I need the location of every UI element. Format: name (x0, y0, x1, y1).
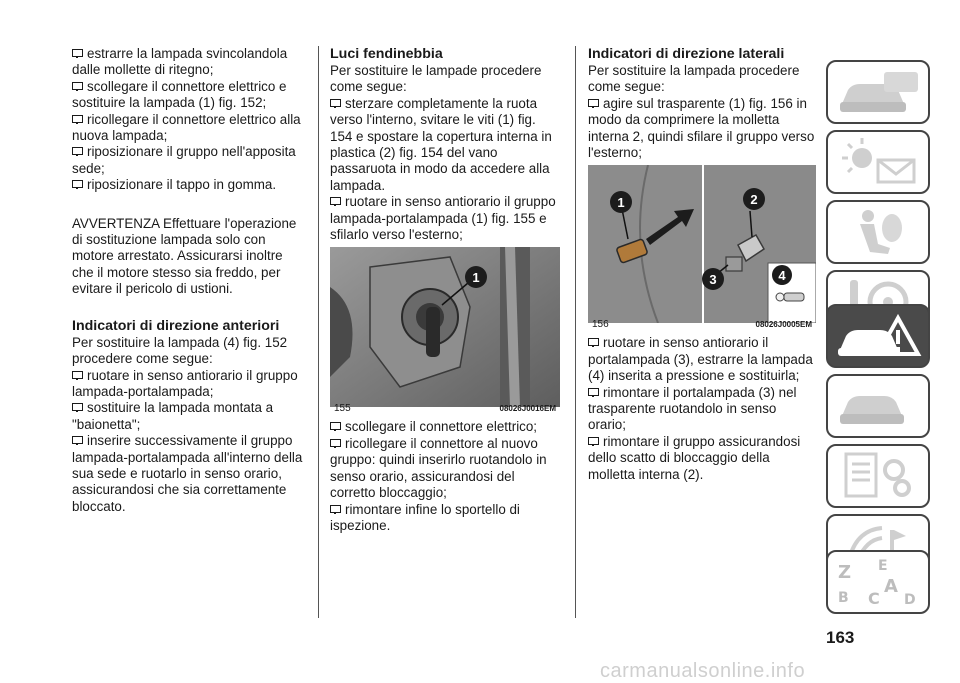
car-dashboard-icon (828, 62, 928, 122)
bullet-item: sterzare completamente la ruota verso l'interno, svitare le viti (1) fig. 154 e spostare la copertura interna in plastica (2) fig. 154 del vano passaruota in modo da accedere alla lampada. (330, 95, 552, 193)
bullet-item: riposizionare il tappo in gomma. (72, 177, 304, 193)
svg-text:D: D (904, 592, 916, 608)
footer-watermark: carmanualsonline.info (600, 660, 806, 682)
bullet-box-icon (72, 436, 83, 444)
bullet-box-icon (330, 439, 341, 447)
figure-code: 08026J0016EM (499, 404, 556, 414)
callout-3-label: 3 (709, 272, 717, 288)
bullet-box-icon (330, 99, 341, 107)
bullet-item: inserire successivamente il gruppo lampada-portalampada all'interno della sua sede e ruotarlo in senso orario, assicurandosi che sia correttamente bloccato. (72, 433, 303, 514)
chapter-tab-maintenance[interactable] (826, 374, 930, 438)
chapter-tab-emergency[interactable] (826, 304, 930, 368)
section-intro: Per sostituire la lampada procedere come segue: (588, 63, 800, 95)
bullet-item: sostituire la lampada montata a "baionetta"; (72, 400, 274, 432)
figure-number: 156 (592, 319, 609, 331)
column-divider (318, 46, 319, 618)
svg-text:A: A (884, 576, 898, 597)
bullet-box-icon (330, 197, 341, 205)
section-title: Luci fendinebbia (330, 46, 443, 62)
car-warning-icon (828, 306, 928, 366)
page-number: 163 (826, 628, 855, 647)
alphabet-index-icon (828, 552, 928, 612)
figure-156 (588, 165, 816, 333)
bullet-item: ruotare in senso antiorario il portalampada (3), estrarre la lampada (4) inserita a pressione e sostituirla; (588, 335, 813, 384)
bullet-item: estrarre la lampada svincolandola dalle mollette di ritegno; (72, 46, 288, 78)
bullet-item: ricollegare il connettore elettrico alla nuova lampada; (72, 111, 301, 144)
bullet-box-icon (72, 82, 83, 90)
column-2 (330, 46, 560, 534)
bullet-item: ricollegare il connettore al nuovo gruppo: quindi inserirlo ruotandolo in senso orario, assicurandosi del corretto bloccaggio; (330, 435, 547, 501)
lights-envelope-icon (828, 132, 928, 192)
bullet-box-icon (588, 338, 599, 346)
chapter-tab-safety[interactable] (826, 200, 930, 264)
figure-155 (330, 247, 560, 417)
bullet-box-icon (72, 371, 83, 379)
chapter-tab-specs[interactable] (826, 444, 930, 508)
section-intro: Per sostituire la lampada (4) fig. 152 procedere come segue: (72, 334, 288, 367)
bullet-item: ruotare in senso antiorario il gruppo lampada-portalampada (1) fig. 155 e sfilarlo verso l'esterno; (330, 194, 556, 243)
car-maintenance-icon (828, 376, 928, 436)
chapter-tab-index[interactable] (826, 550, 930, 614)
chapter-tab-lights[interactable] (826, 130, 930, 194)
side-indicator-illustration (588, 165, 816, 323)
seat-airbag-icon (828, 202, 928, 262)
svg-text:E: E (878, 558, 888, 574)
svg-text:B: B (838, 590, 849, 606)
callout-1-label: 1 (472, 270, 480, 286)
bullet-item: scollegare il connettore elettrico e sostituire la lampada (1) fig. 152; (72, 78, 287, 111)
bullet-item: agire sul trasparente (1) fig. 156 in modo da comprimere la molletta interna 2, quindi sfilare il gruppo verso l'esterno; (588, 95, 815, 161)
warning-paragraph: AVVERTENZA Effettuare l'operazione di sostituzione lampada solo con motore arrestato. Assicurarsi inoltre che il motore stesso sia freddo, per evitare il pericolo di ustioni. (72, 215, 297, 297)
bullet-box-icon (72, 180, 83, 188)
column-1 (72, 46, 304, 515)
chapter-tab-dashboard[interactable] (826, 60, 930, 124)
bullet-item: riposizionare il gruppo nell'apposita sede; (72, 144, 296, 176)
bullet-box-icon (588, 388, 599, 396)
bullet-box-icon (72, 147, 83, 155)
svg-text:Z: Z (838, 562, 852, 583)
fog-lamp-illustration (330, 247, 560, 407)
bullet-item: rimontare il portalampada (3) nel trasparente ruotandolo in senso orario; (588, 384, 797, 433)
bullet-box-icon (588, 99, 599, 107)
bullet-item: rimontare infine lo sportello di ispezione. (330, 501, 520, 533)
bullet-box-icon (588, 437, 599, 445)
bullet-box-icon (330, 422, 341, 430)
bullet-box-icon (72, 403, 83, 411)
figure-number: 155 (334, 403, 351, 415)
svg-text:C: C (868, 589, 880, 608)
section-title: Indicatori di direzione anteriori (72, 317, 280, 334)
column-3 (588, 46, 816, 483)
bullet-item: scollegare il connettore elettrico; (330, 419, 560, 435)
bullet-box-icon (72, 115, 83, 123)
bullet-box-icon (72, 49, 83, 57)
section-title: Indicatori di direzione laterali (588, 46, 785, 62)
section-intro: Per sostituire le lampade procedere come segue: (330, 63, 542, 95)
bullet-box-icon (330, 505, 341, 513)
callout-4-label: 4 (778, 268, 786, 284)
callout-2-label: 2 (750, 192, 758, 208)
bullet-item: ruotare in senso antiorario il gruppo lampada-portalampada; (72, 367, 298, 399)
figure-code: 08026J0005EM (755, 320, 812, 330)
bullet-item: rimontare il gruppo assicurandosi dello scatto di bloccaggio della molletta interna (2). (588, 433, 801, 482)
callout-1-label: 1 (617, 195, 625, 211)
specs-gears-icon (828, 446, 928, 506)
column-divider (575, 46, 576, 618)
